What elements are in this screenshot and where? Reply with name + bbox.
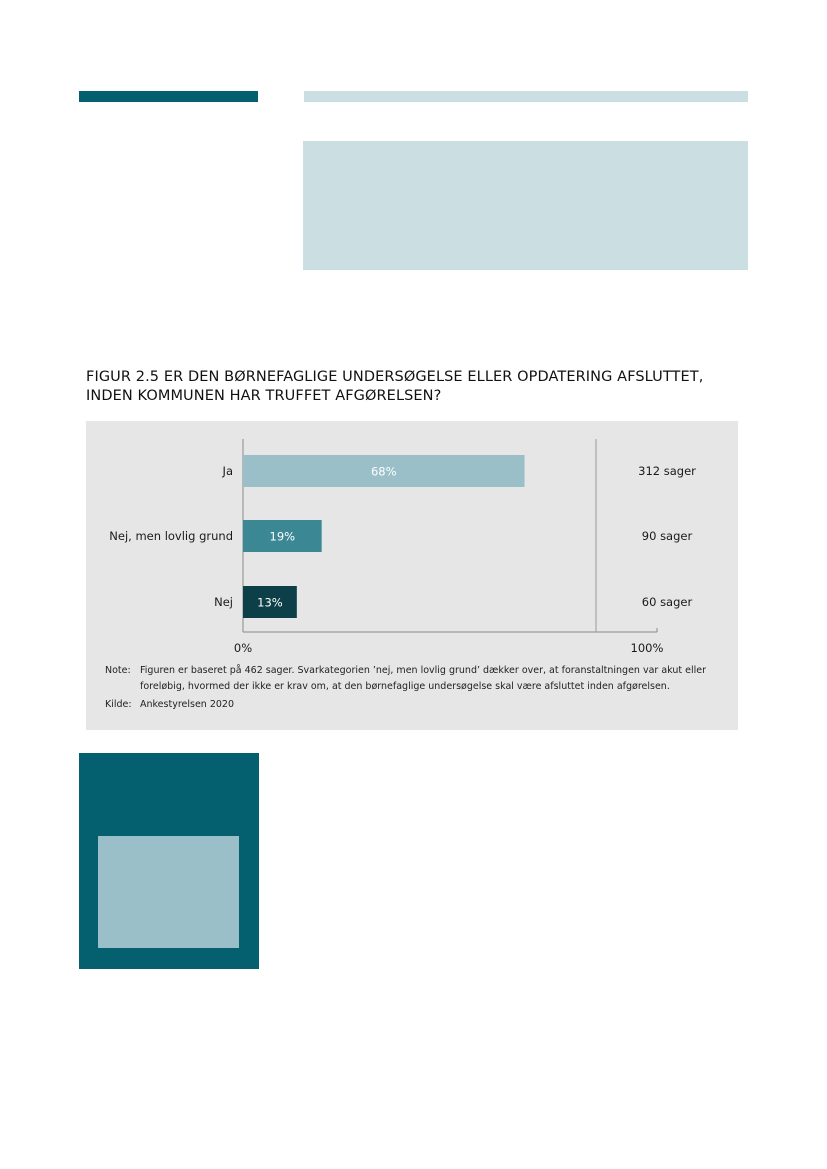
note-label: Note: xyxy=(105,665,131,676)
category-label-0: Ja xyxy=(222,464,233,478)
x-tick-label-1: 100% xyxy=(630,641,664,655)
value-label-0: 68% xyxy=(370,464,397,479)
highlight-box xyxy=(303,141,748,270)
count-label-2: 60 sager xyxy=(641,595,693,609)
figure-note xyxy=(105,663,725,695)
value-label-2: 13% xyxy=(257,595,283,610)
header-rule-dark xyxy=(79,91,258,102)
source-text: Ankestyrelsen 2020 xyxy=(140,699,235,710)
teal-inner-box xyxy=(98,836,239,948)
bar-chart xyxy=(86,421,738,661)
category-label-1: Nej, men lovlig grund xyxy=(109,529,233,543)
value-label-1: 19% xyxy=(269,529,296,544)
note-text: Figuren er baseret på 462 sager. Svarkategorien ’nej, men lovlig grund’ dækker over, at foranstaltningen var akut eller foreløbig, hvormed der ikke er krav om, at den børnefaglige undersøgelse skal være afsluttet inden afgørelsen. xyxy=(140,665,707,692)
source-label: Kilde: xyxy=(105,699,132,710)
category-label-2: Nej xyxy=(214,595,233,609)
x-tick-label-0: 0% xyxy=(233,641,253,655)
count-label-0: 312 sager xyxy=(638,464,696,478)
count-label-1: 90 sager xyxy=(641,529,693,543)
figure-title: FIGUR 2.5 ER DEN BØRNEFAGLIGE UNDERSØGELSE ELLER OPDATERING AFSLUTTET, INDEN KOMMUNEN HAR TRUFFET AFGØRELSEN? xyxy=(86,369,704,404)
figure-source xyxy=(105,697,234,713)
header-rule-light xyxy=(304,91,748,102)
